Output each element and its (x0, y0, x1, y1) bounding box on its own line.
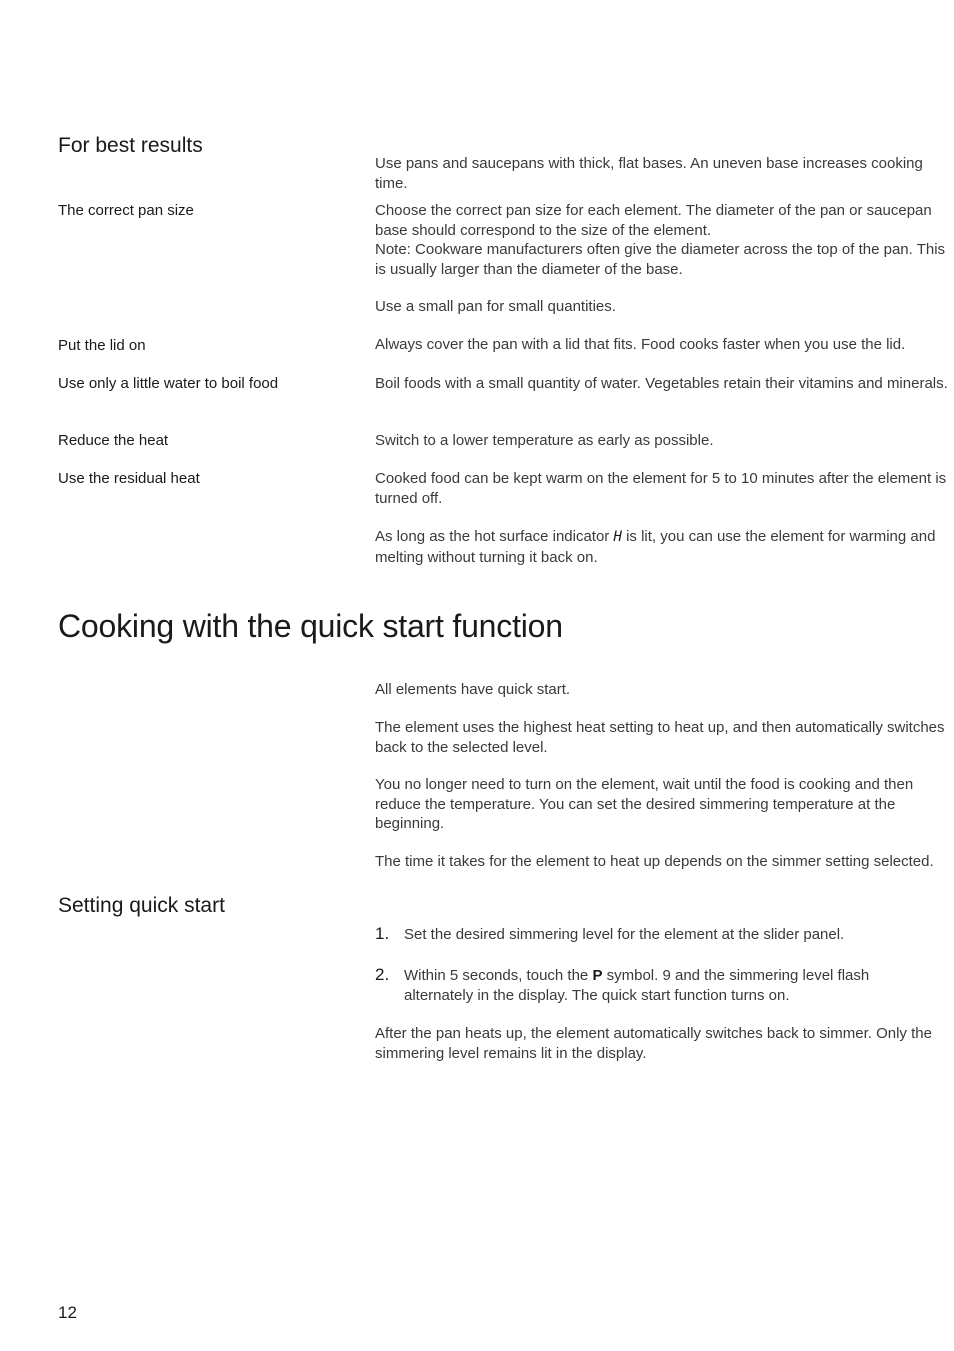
step-text (404, 966, 934, 1005)
tip-text-pan-size-small: Use a small pan for small quantities. (375, 298, 616, 315)
tip-text-lid: Always cover the pan with a lid that fits. Food cooks faster when you use the lid. (375, 336, 906, 353)
step-2-text-before: Within 5 seconds, touch the (404, 967, 593, 984)
residual-text-after: is lit, you can use the element for warming and melting without turning it back on. (375, 528, 936, 566)
p-symbol-icon: P (592, 967, 603, 984)
tip-label-pan-size: The correct pan size (58, 202, 194, 219)
step-text: Set the desired simmering level for the element at the slider panel. (404, 926, 845, 943)
page-number: 12 (58, 1303, 77, 1322)
quick-start-after-text: After the pan heats up, the element automatically switches back to simmer. Only the simmering level remains lit in the display. (375, 1025, 932, 1062)
tip-text-pan-size (375, 201, 954, 279)
tip-text-residual-heat: Cooked food can be kept warm on the element for 5 to 10 minutes after the element is turned off. (375, 470, 947, 507)
step-number: 1. (375, 924, 390, 943)
quick-start-paragraph: The time it takes for the element to heat up depends on the simmer setting selected. (375, 853, 934, 870)
quick-start-paragraph: The element uses the highest heat setting to heat up, and then automatically switches back to the selected level. (375, 719, 945, 756)
section-heading-setting-quick-start: Setting quick start (58, 894, 225, 917)
page-title-quick-start: Cooking with the quick start function (58, 608, 563, 644)
tip-text-reduce-heat: Switch to a lower temperature as early as possible. (375, 432, 714, 449)
section-heading-best-results: For best results (58, 134, 203, 157)
tip-label-lid: Put the lid on (58, 337, 146, 354)
step-number: 2. (375, 965, 390, 984)
tip-text-pan-size-line1: Choose the correct pan size for each element. The diameter of the pan or saucepan base should correspond to the size of the element. (375, 202, 932, 239)
best-results-intro: Use pans and saucepans with thick, flat bases. An uneven base increases cooking time. (375, 155, 923, 192)
step-2-text-after: symbol. 9 and the simmering level flash alternately in the display. The quick start function turns on. (404, 967, 870, 1004)
quick-start-paragraph: All elements have quick start. (375, 681, 571, 698)
tip-label-residual-heat: Use the residual heat (58, 470, 200, 487)
tip-text-pan-size-note: Note: Cookware manufacturers often give the diameter across the top of the pan. This is usually larger than the diameter of the base. (375, 241, 946, 278)
tip-text-little-water: Boil foods with a small quantity of water. Vegetables retain their vitamins and minerals. (375, 375, 948, 392)
quick-start-paragraph: You no longer need to turn on the element, wait until the food is cooking and then reduce the temperature. You can set the desired simmering temperature at the beginning. (375, 776, 914, 832)
tip-label-reduce-heat: Reduce the heat (58, 432, 169, 449)
tip-text-residual-indicator (375, 527, 954, 567)
hot-surface-indicator-icon: H (613, 529, 622, 545)
residual-text-before: As long as the hot surface indicator (375, 528, 614, 545)
tip-label-little-water: Use only a little water to boil food (58, 375, 279, 392)
